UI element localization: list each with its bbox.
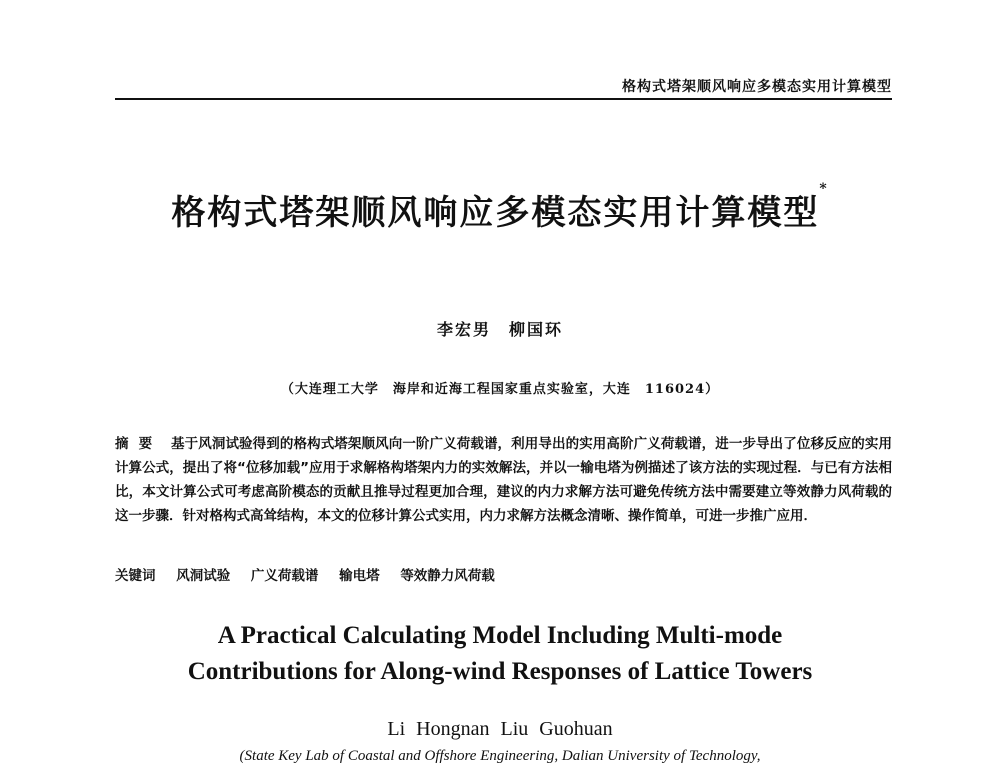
title-en-line2: Contributions for Along-wind Responses of Lattice Towers [187,658,813,685]
abstract-label: 摘要 [115,436,163,452]
title-cn-text: 格构式塔架顺风响应多模态实用计算模型 [171,193,820,233]
keyword: 输电塔 [339,568,380,584]
keyword: 广义荷载谱 [250,568,319,584]
running-header: 格构式塔架顺风响应多模态实用计算模型 [622,79,892,95]
authors-en: Li Hongnan Liu Guohuan [387,718,613,740]
abstract-text: 基于风洞试验得到的格构式塔架顺风向一阶广义荷载谱，利用导出的实用高阶广义荷载谱，进一步导出了位移反应的实用计算公式，提出了将“位移加载”应用于求解格构塔架内力的实效解法，并以一输电塔为例描述了该方法的实现过程．与已有方法相比，本文计算公式可考虑高阶模态的贡献且推导过程更加合理，建议的内力求解方法可避免传统方法中需要建立等效静力风荷载的这一步骤．针对格构式高耸结构，本文的位移计算公式实用，内力求解方法概念清晰、操作简单，可进一步推广应用． [115,436,893,524]
keyword: 风洞试验 [176,568,231,584]
keywords-label: 关键词 [115,568,156,584]
abstract-cn [115,432,892,528]
title-cn [0,181,1000,234]
keyword: 等效静力风荷载 [400,568,495,584]
title-en [0,618,1000,690]
title-footnote-mark: * [819,181,829,197]
title-en-line1: A Practical Calculating Model Including Multi-mode [217,622,783,649]
header-rule [115,98,892,100]
affiliation-en: (State Key Lab of Coastal and Offshore Engineering, Dalian University of Technology, [239,748,761,764]
authors-cn: 李宏男 柳国环 [436,320,563,339]
affiliation-cn: （大连理工大学 海岸和近海工程国家重点实验室，大连 116024） [280,382,720,397]
keywords-cn [115,564,892,584]
